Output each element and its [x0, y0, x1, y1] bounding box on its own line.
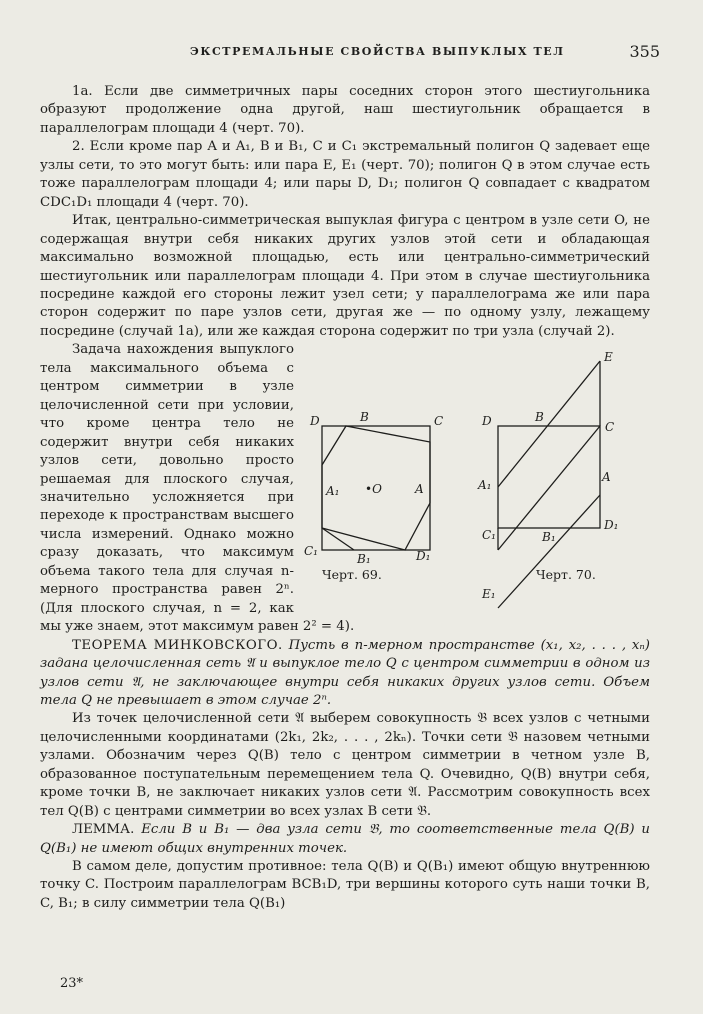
paragraph-even-nodes: Из точек целочисленной сети 𝔄 выберем совокупность 𝔅 всех узлов с четными целочисленными координатами (2k₁, 2k₂, . . . , 2kₙ). Точки сети 𝔅 назовем четными узлами. Обозначим через Q(B) тело с центром симметрии в четном узле B, образованное поступательным перемещением тела Q. Очевидно, Q(B) внутри себя, кроме точки B, не заключает никаких узлов сети 𝔄. Рассмотрим совокупность всех тел Q(B) с центрами симметрии во всех узлах B сети 𝔅.: [40, 711, 650, 819]
fig70-label-A: A: [602, 470, 611, 485]
running-header: [40, 42, 660, 62]
fig70-label-C1: C₁: [482, 528, 496, 543]
fig70-caption: Черт. 70.: [536, 567, 596, 583]
lemma-heading: ЛЕММА.: [72, 822, 135, 838]
fig69-caption: Черт. 69.: [322, 567, 382, 583]
fig70-label-B: B: [535, 410, 544, 425]
fig69-edge: [322, 528, 354, 550]
paragraph-conclusion: [40, 212, 650, 341]
fig69-label-C1: C₁: [304, 544, 318, 559]
fig69-label-B: B: [360, 410, 369, 425]
paragraph-conclusion-text: Итак, центрально-симметрическая выпуклая фигура с центром в узле сети O, не содержащая внутри себя никаких других узлов этой сети и обладающая максимально возможной площадью, есть или центрально-симметрический шестиугольник или параллелограм площади 4. При этом в случае шестиугольника посредине каждой его стороны лежит узел сети; у параллелограма же или пара сторон содержит по паре узлов сети, другая же — по одному узлу, лежащему посредине (случай 1a), или же каждая сторона содержит по три узла (случай 2).: [40, 213, 650, 339]
fig70-label-D: D: [482, 414, 492, 429]
fig69-label-D1: D₁: [416, 549, 431, 564]
fig70-label-E: E: [604, 350, 613, 365]
fig70-label-A1: A₁: [478, 478, 492, 493]
lemma: [40, 821, 650, 858]
figures-69-70: [302, 343, 650, 609]
fig69-label-O: •O: [365, 482, 382, 497]
theorem: [40, 637, 650, 711]
figure-69-labels: [304, 410, 443, 566]
fig69-label-A: A: [415, 482, 424, 497]
fig70-label-B1: B₁: [542, 530, 556, 545]
lemma-statement: Если B и B₁ — два узла сети 𝔅, то соответственные тела Q(B) и Q(B₁) не имеют общих внутренних точек.: [40, 822, 650, 856]
paragraph-2: 2. Если кроме пар A и A₁, B и B₁, C и C₁ экстремальный полигон Q задевает еще узлы сети, то это могут быть: или пара E, E₁ (черт. 70); полигон Q в этом случае есть тоже параллелограм площади 4; или пары D, D₁; полигон Q совпадает с квадратом CDC₁D₁ площади 4 (черт. 70).: [40, 139, 650, 210]
running-title: ЭКСТРЕМАЛЬНЫЕ СВОЙСТВА ВЫПУКЛЫХ ТЕЛ: [190, 45, 565, 58]
paragraph-proof: В самом деле, допустим противное: тела Q(B) и Q(B₁) имеют общую внутреннюю точку C. Построим параллелограм BCB₁D, три вершины которого суть наши точки B, C, B₁; в силу симметрии тела Q(B₁): [40, 859, 650, 911]
theorem-statement: Пусть в n-мерном пространстве (x₁, x₂, . . . , xₙ) задана целочисленная сеть 𝔄 и выпуклое тело Q с центром симметрии в одном из узлов сети 𝔄, не заключающее внутри себя никаких других узлов сети. Объем тела Q не превышает в этом случае 2ⁿ.: [40, 637, 650, 708]
fig69-label-D: D: [310, 414, 320, 429]
fig70-upper-diagonal: [498, 361, 600, 487]
fig70-label-E1: E₁: [482, 587, 496, 602]
page-body: [40, 83, 650, 913]
signature-mark: 23*: [60, 976, 84, 991]
fig70-lower-diagonal: [498, 495, 600, 608]
paragraph-problem: Задача нахождения выпуклого тела максимального объема с центром симметрии в узле целочисленной сети при условии, что кроме центра тело не содержит внутри себя никаких узлов сети, довольно просто решаемая для плоского случая, значительно усложняется при переходе к пространствам высшего числа измерений. Однако можно сразу доказать, что максимум объема такого тела для случая n-мерного пространства равен 2ⁿ. (Для плоского случая, n = 2, как мы уже знаем, этот максимум равен 2² = 4).: [40, 342, 355, 635]
page-number: 355: [629, 42, 660, 61]
fig70-label-C: C: [605, 420, 615, 435]
fig70-label-D1: D₁: [604, 518, 619, 533]
fig69-label-C: C: [434, 414, 444, 429]
fig69-label-A1: A₁: [326, 484, 340, 499]
fig69-label-B1: B₁: [357, 552, 371, 567]
theorem-heading: ТЕОРЕМА МИНКОВСКОГО.: [72, 637, 283, 653]
paragraph-1a: 1a. Если две симметричных пары соседних сторон этого шестиугольника образуют продолжение одна другой, наш шестиугольник обращается в параллелограм площади 4 (черт. 70).: [40, 84, 650, 136]
